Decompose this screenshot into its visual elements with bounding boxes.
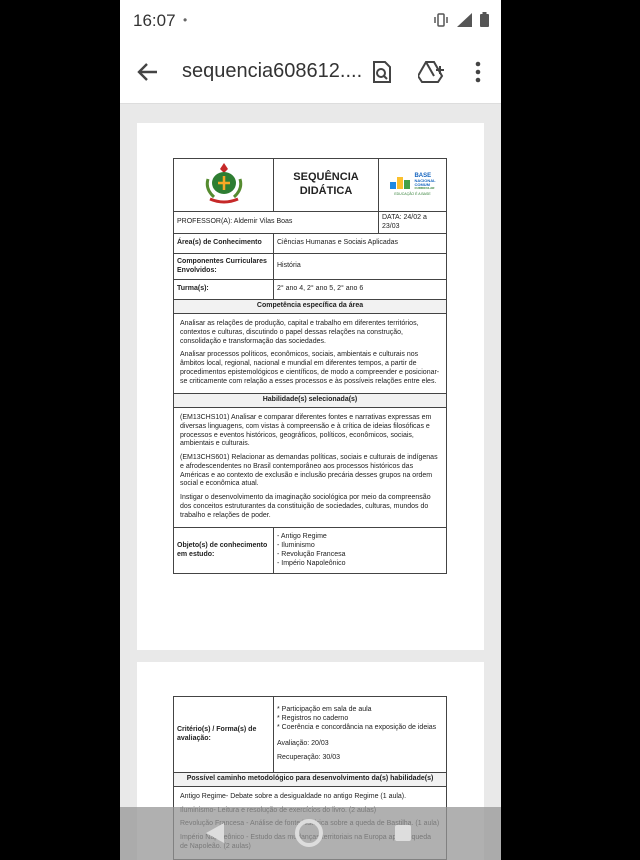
status-bar [120, 0, 501, 40]
add-to-drive-button[interactable] [418, 58, 446, 86]
drive-add-icon [418, 60, 446, 84]
objeto-item: - Revolução Francesa [277, 550, 346, 558]
document-viewer[interactable] [120, 105, 501, 860]
objeto-item: - Iluminismo [277, 542, 315, 549]
lesson-plan-table [173, 158, 447, 574]
find-in-page-icon [371, 60, 393, 84]
recuperacao-date: Recuperação: 30/03 [277, 754, 341, 762]
criterio-label: Critério(s) / Forma(s) de avaliação: [174, 697, 274, 773]
caminho-item: Antigo Regime- Debate sobre a desigualdade no antigo Regime (1 aula). [180, 792, 407, 800]
competencia-header: Competência específica da área [174, 300, 447, 314]
pdf-page-1 [137, 123, 484, 650]
turma-label: Turma(s): [174, 280, 274, 300]
nav-recents-button[interactable] [394, 824, 412, 847]
more-options-button[interactable] [464, 58, 492, 86]
objeto-item: - Império Napoleônico [277, 559, 346, 567]
area-value: Ciências Humanas e Sociais Aplicadas [274, 234, 447, 254]
status-time: 16:07 [133, 11, 176, 30]
bncc-line3: COMUM [414, 182, 430, 188]
doc-title-cell: SEQUÊNCIA DIDÁTICA [274, 159, 379, 212]
objetos-label: Objeto(s) de conhecimento em estudo: [174, 528, 274, 574]
habilidades-header: Habilidade(s) selecionada(s) [174, 394, 447, 408]
notification-dot: • [183, 13, 188, 27]
bncc-logo-icon [389, 174, 411, 190]
competencia-paragraph-1: Analisar as relações de produção, capital e trabalho em diferentes territórios, contextos e culturas, discutindo o papel dessas relações na construção, consolidação e transformação das sociedades. [180, 320, 419, 345]
bncc-logo-cell [379, 159, 447, 212]
date-cell: DATA: 24/02 a 23/03 [379, 211, 447, 234]
recents-square-icon [394, 824, 412, 842]
phone-screen [120, 0, 501, 860]
area-label: Área(s) de Conhecimento [174, 234, 274, 254]
competencia-body [174, 314, 447, 394]
habilidades-body [174, 408, 447, 528]
vibrate-icon [433, 13, 449, 27]
state-coat-of-arms-icon [204, 161, 244, 205]
componentes-label: Componentes Curriculares Envolvidos: [174, 254, 274, 280]
competencia-paragraph-2: Analisar processos políticos, econômicos, sociais, ambientais e culturais nos âmbitos local, regional, nacional e mundial em diferentes tempos, a partir de procedimentos epistemológicos e científicos, de modo a compreender e posicionar-se criticamente com relação a esses processos e às possíveis relações entre eles. [180, 351, 440, 385]
criterio-body [274, 697, 447, 773]
status-icons [433, 12, 489, 27]
criterio-item: * Coerência e concordância na exposição de ideias [277, 723, 437, 731]
avaliacao-date: Avaliação: 20/03 [277, 740, 329, 748]
home-circle-icon [294, 818, 324, 848]
back-triangle-icon [204, 821, 226, 845]
back-arrow-icon [134, 58, 162, 86]
system-navigation-bar [120, 807, 501, 860]
signal-icon [457, 13, 472, 27]
battery-icon [480, 12, 489, 27]
bncc-line1: BASE [414, 173, 432, 180]
criterio-item: * Participação em sala de aula [277, 706, 372, 714]
habilidade-paragraph-2: (EM13CHS601) Relacionar as demandas políticas, sociais e culturais de indígenas e afrodescendentes no Brasil contemporâneo aos processos históricos das Américas e ao contexto de exclusão e inclusão precária desses grupos na ordem social e econômica atual. [180, 454, 438, 488]
back-button[interactable] [134, 58, 162, 86]
find-in-page-button[interactable] [368, 58, 396, 86]
more-vert-icon [475, 61, 481, 83]
bncc-tagline: EDUCAÇÃO É A BASE [394, 192, 431, 197]
bncc-line2: NACIONAL [414, 178, 436, 184]
caminho-header: Possível caminho metodológico para desenvolvimento da(s) habilidade(s) [174, 773, 447, 787]
habilidade-paragraph-3: Instigar o desenvolvimento da imaginação sociológica por meio da compreensão dos conceitos estruturantes da constituição de sociedades, culturas, mundos do trabalho e relações de poder. [180, 494, 431, 519]
componentes-value: História [274, 254, 447, 280]
document-title: sequencia608612.... [182, 60, 363, 82]
habilidade-paragraph-1: (EM13CHS101) Analisar e comparar diferentes fontes e narrativas expressas em diversas linguagens, com vistas à compreensão e à crítica de ideias filosóficas e processos e eventos históricos, geográficos, políticos, econômicos, sociais, ambientais e culturais. [180, 414, 432, 448]
professor-cell: PROFESSOR(A): Aldemir Vilas Boas [174, 211, 379, 234]
bncc-line4: CURRICULAR [414, 186, 435, 191]
criterio-item: * Registros no caderno [277, 714, 349, 722]
nav-back-button[interactable] [204, 821, 226, 850]
emblem-cell [174, 159, 274, 212]
objeto-item: - Antigo Regime [277, 533, 327, 541]
nav-home-button[interactable] [294, 818, 324, 853]
app-bar [120, 40, 501, 104]
turma-value: 2° ano 4, 2° ano 5, 2° ano 6 [274, 280, 447, 300]
objetos-list [274, 528, 447, 574]
